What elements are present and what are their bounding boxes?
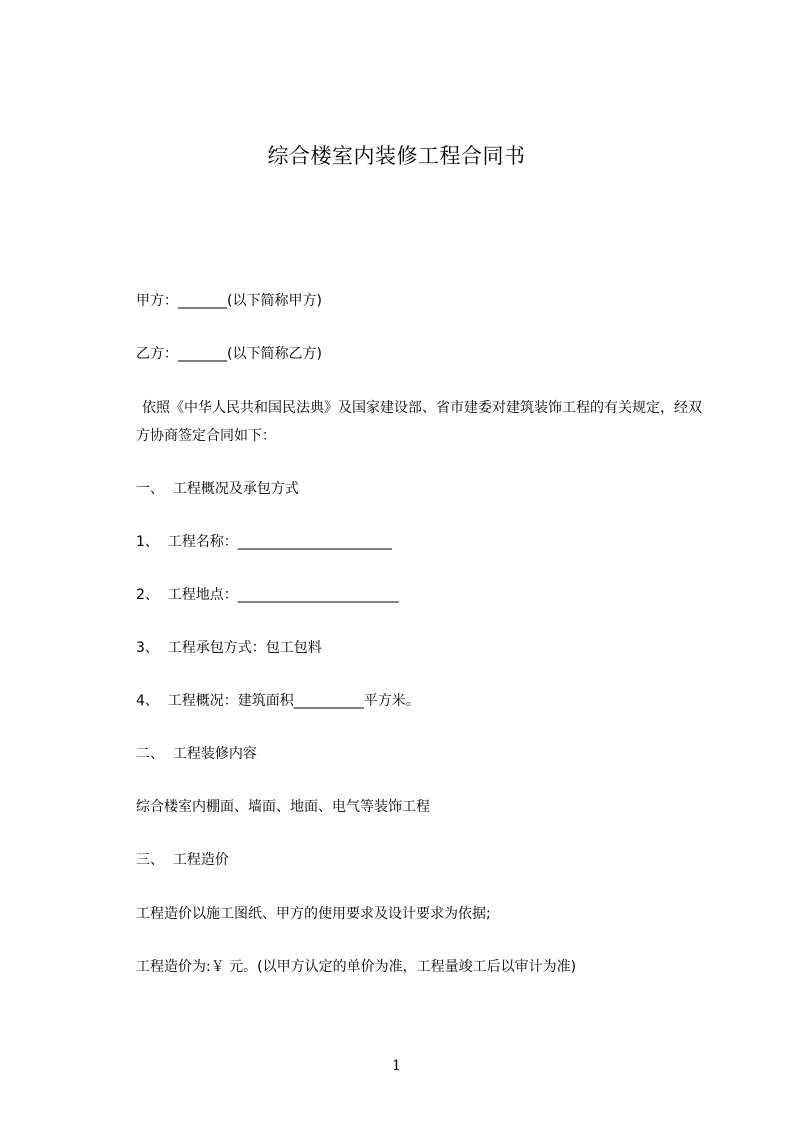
party-a-line: 甲方：_______(以下简称甲方): [136, 293, 322, 309]
section-2-body: 综合楼室内棚面、墙面、地面、电气等装饰工程: [136, 799, 430, 815]
item-1-project-name: 1、 工程名称：______________________: [136, 534, 392, 550]
party-b-line: 乙方：_______(以下简称乙方): [136, 346, 322, 362]
section-3-body-basis: 工程造价以施工图纸、甲方的使用要求及设计要求为依据;: [136, 906, 491, 922]
section-2-heading: 二、 工程装修内容: [136, 746, 257, 762]
section-1-heading: 一、 工程概况及承包方式: [136, 481, 299, 497]
section-3-body-price: 工程造价为:￥ 元。(以甲方认定的单价为准，工程量竣工后以审计为准): [136, 959, 577, 975]
item-3-contract-method: 3、 工程承包方式：包工包料: [136, 640, 322, 656]
page-number: 1: [392, 1058, 401, 1074]
document-title: 综合楼室内装修工程合同书: [267, 144, 526, 168]
preamble-paragraph: 依照《中华人民共和国民法典》及国家建设部、省市建委对建筑装饰工程的有关规定，经双方协商签定合同如下：: [136, 400, 702, 444]
item-4-project-overview: 4、 工程概况：建筑面积__________平方米。: [136, 693, 420, 709]
section-3-heading: 三、 工程造价: [136, 852, 229, 868]
item-2-project-location: 2、 工程地点：_______________________: [136, 587, 399, 603]
